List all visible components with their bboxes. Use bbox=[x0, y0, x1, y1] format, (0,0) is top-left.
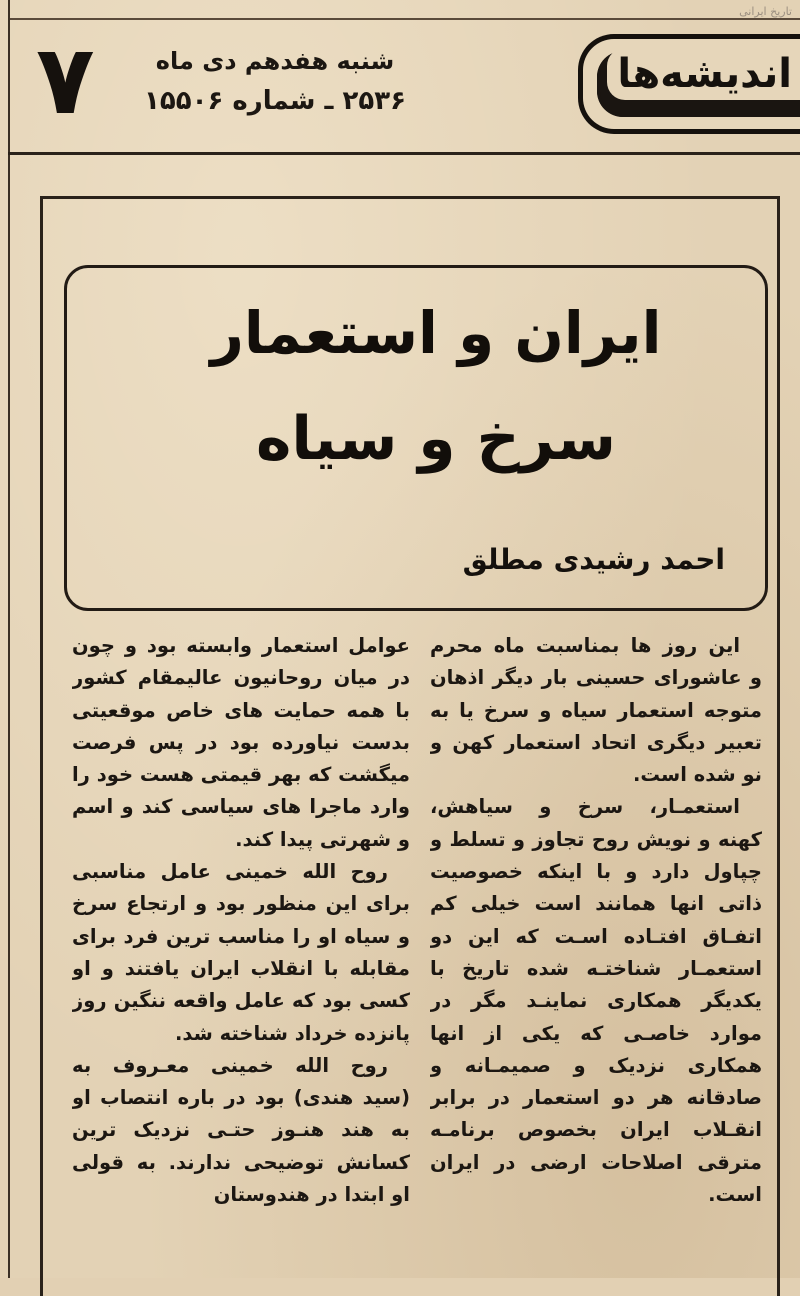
text-line: و شهرتی پیدا کند. bbox=[235, 827, 410, 851]
headline-line-2: سرخ و سیاه bbox=[255, 404, 617, 474]
text-line: او ابتدا در هندوستان bbox=[213, 1183, 410, 1207]
text-line: کسی بود که عامل واقعه ننگین روز bbox=[72, 989, 410, 1013]
headline-box bbox=[64, 265, 768, 611]
date-text: شنبه هفدهم دی ماه bbox=[155, 47, 395, 75]
text-line: برای این منظور بود و ارتجاع سرخ bbox=[72, 892, 410, 916]
text-line: با همه حمایت های خاص موقعیتی bbox=[72, 698, 410, 722]
text-line: در میان روحانیون عالیمقام کشور bbox=[72, 666, 410, 690]
text-line: همکاری نزدیک و صمیمـانه و bbox=[430, 1053, 762, 1077]
text-line: چپاول دارد و با اینکه خصوصیت bbox=[430, 860, 762, 884]
text-line: است. bbox=[708, 1183, 762, 1207]
text-line: تعبیر دیگری اتحاد استعمار کهن و bbox=[430, 730, 762, 754]
text-line: ذاتی انها همانند است خیلی کم bbox=[430, 892, 762, 916]
text-line: و عاشورای حسینی بار دیگر اذهان bbox=[430, 666, 762, 690]
header-divider bbox=[8, 152, 800, 155]
text-line: استعمـار شناختـه شده تاریخ با bbox=[430, 956, 762, 980]
page-number: ۷ bbox=[36, 24, 95, 136]
text-line: اتفـاق افتـاده اسـت که این دو bbox=[430, 924, 762, 948]
left-margin-rule bbox=[8, 0, 10, 1278]
text-line: روح الله خمینی عامل مناسبی bbox=[72, 860, 388, 884]
text-line: یکدیگر همکاری نماینـد مگر در bbox=[430, 989, 762, 1013]
text-line: نو شده است. bbox=[633, 763, 762, 787]
text-line: کسانش توضیحی ندارند. به قولی bbox=[72, 1150, 410, 1174]
text-line: انقـلاب ایران بخصوص برنامـه bbox=[430, 1118, 762, 1142]
text-line: موارد خاصـی که یکی از انها bbox=[430, 1021, 762, 1045]
text-line: (سید هندی) بود در باره انتصاب او bbox=[72, 1086, 410, 1110]
headline-line-1: ایران و استعمار bbox=[210, 299, 662, 367]
text-line: روح الله خمینی معـروف به bbox=[72, 1053, 388, 1077]
text-line: صادقانه هر دو استعمار در برابر bbox=[430, 1086, 762, 1110]
article-column-left bbox=[72, 630, 410, 1211]
dateline bbox=[140, 44, 410, 120]
section-label: اندیشه‌ها bbox=[607, 48, 800, 100]
text-line: میگشت که بهر قیمتی هست خود را bbox=[72, 763, 410, 787]
text-line: عوامل استعمار وابسته بود و چون bbox=[72, 634, 410, 657]
text-line: استعمـار، سرخ و سیاهش، bbox=[430, 795, 740, 819]
issue-text: ۲۵۳۶ ـ شماره ۱۵۵۰۶ bbox=[144, 86, 406, 116]
article-column-right bbox=[430, 630, 762, 1211]
watermark: تاریخ ایرانی bbox=[739, 5, 792, 18]
text-line: مترقی اصلاحات ارضی در ایران bbox=[430, 1150, 762, 1174]
text-line: بدست نیاورده بود در پس فرصت bbox=[72, 730, 410, 754]
text-line: و سیاه او را مناسب ترین فرد برای bbox=[72, 924, 410, 948]
text-line: این روز ها بمناسبت ماه محرم bbox=[430, 634, 740, 657]
text-line: متوجه استعمار سیاه و سرخ یا به bbox=[430, 698, 762, 722]
top-rule bbox=[8, 18, 800, 20]
text-line: مقابله با انقلاب ایران یافتند و او bbox=[72, 956, 410, 980]
text-line: پانزده خرداد شناخته شد. bbox=[174, 1021, 410, 1045]
text-line: وارد ماجرا های سیاسی کند و اسم bbox=[72, 795, 410, 819]
author-byline: احمد رشیدی مطلق bbox=[462, 543, 725, 576]
text-line: به هند هنـوز حتـی نزدیک ترین bbox=[72, 1118, 410, 1142]
text-line: کهنه و نویش روح تجاوز و تسلط و bbox=[430, 827, 762, 851]
